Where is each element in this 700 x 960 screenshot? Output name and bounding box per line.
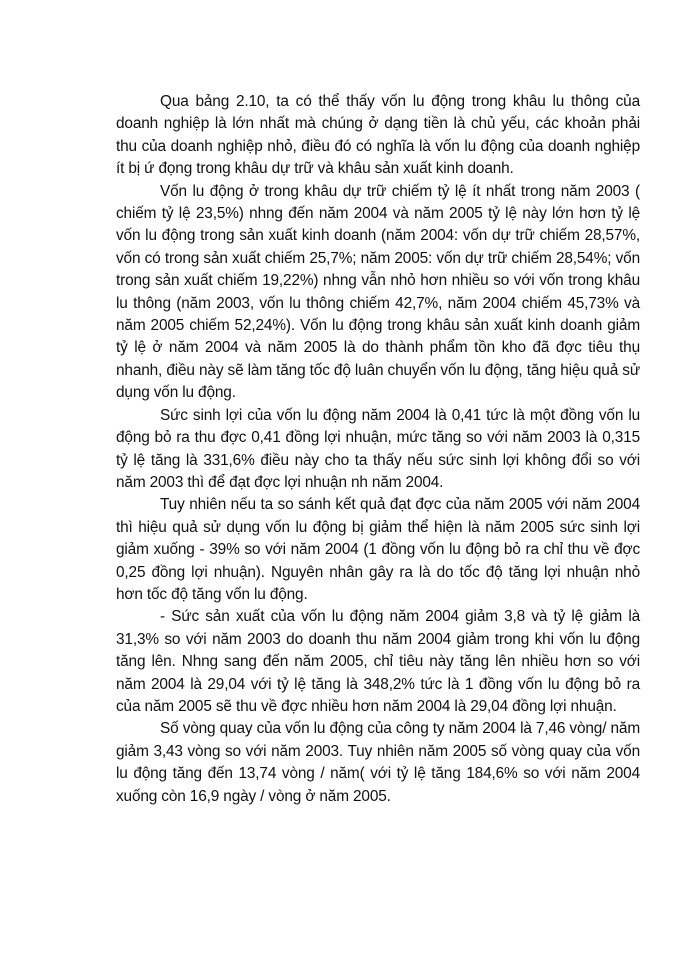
paragraph-3: Sức sinh lợi của vốn lu động năm 2004 là 0,41 tức là một đồng vốn lu động bỏ ra thu đợc 0,41 đồng lợi nhuận, mức tăng so với năm 2003 là 0,315 tỷ lệ tăng là 331,6% điều này cho ta thấy nếu sức sinh lợi không đổi so với năm 2003 thì để đạt đợc lợi nhuận nh năm 2004. (116, 406, 640, 491)
document-body (116, 91, 640, 808)
paragraph-6: Số vòng quay của vốn lu động của công ty năm 2004 là 7,46 vòng/ năm giảm 3,43 vòng so với năm 2003. Tuy nhiên năm 2005 số vòng quay của vốn lu động tăng đến 13,74 vòng / năm( với tỷ lệ tăng 184,6% so với năm 2004 xuống còn 16,9 ngày / vòng ở năm 2005. (116, 720, 640, 805)
paragraph-1: Qua bảng 2.10, ta có thể thấy vốn lu động trong khâu lu thông của doanh nghiệp là lớn nhất mà chúng ở dạng tiền là chủ yếu, các khoản phải thu của doanh nghiệp nhỏ, điều đó có nghĩa là vốn lu động của doanh nghiệp ít bị ứ đọng trong khâu dự trữ và khâu sản xuất kinh doanh. (116, 93, 640, 178)
paragraph-5: - Sức sản xuất của vốn lu động năm 2004 giảm 3,8 và tỷ lệ giảm là 31,3% so với năm 2003 do doanh thu năm 2004 giảm trong khi vốn lu động tăng lên. Nhng sang đến năm 2005, chỉ tiêu này tăng lên nhiều hơn so với năm 2004 là 29,04 với tỷ lệ tăng là 348,2% tức là 1 đồng vốn lu động bỏ ra của năm 2005 sẽ thu về đợc nhiều hơn năm 2004 là 29,04 đồng lợi nhuận. (116, 608, 640, 715)
paragraph-2: Vốn lu động ở trong khâu dự trữ chiếm tỷ lệ ít nhất trong năm 2003 ( chiếm tỷ lệ 23,5%) nhng đến năm 2004 và năm 2005 tỷ lệ này lớn hơn tỷ lệ vốn lu động trong sản xuất kinh doanh (năm 2004: vốn dự trữ chiếm 28,57%, vốn có trong sản xuất chiếm 25,7%; năm 2005: vốn dự trữ chiếm 28,54%; vốn trong sản xuất chiếm 19,22%) nhng vẫn nhỏ hơn nhiều so với vốn trong khâu lu thông (năm 2003, vốn lu thông chiếm 42,7%, năm 2004 chiếm 45,73% và năm 2005 chiếm 52,24%). Vốn lu động trong khâu sản xuất kinh doanh giảm tỷ lệ ở năm 2004 và năm 2005 là do thành phẩm tồn kho đã đợc tiêu thụ nhanh, điều này sẽ làm tăng tốc độ luân chuyển vốn lu động, tăng hiệu quả sử dụng vốn lu động. (116, 182, 640, 402)
paragraph-4: Tuy nhiên nếu ta so sánh kết quả đạt đợc của năm 2005 với năm 2004 thì hiệu quả sử dụng vốn lu động bị giảm thể hiện là năm 2005 sức sinh lợi giảm xuống - 39% so với năm 2004 (1 đồng vốn lu động bỏ ra chỉ thu về đợc 0,25 đồng lợi nhuận). Nguyên nhân gây ra là do tốc độ tăng lợi nhuận nhỏ hơn tốc độ tăng vốn lu động. (116, 496, 640, 603)
